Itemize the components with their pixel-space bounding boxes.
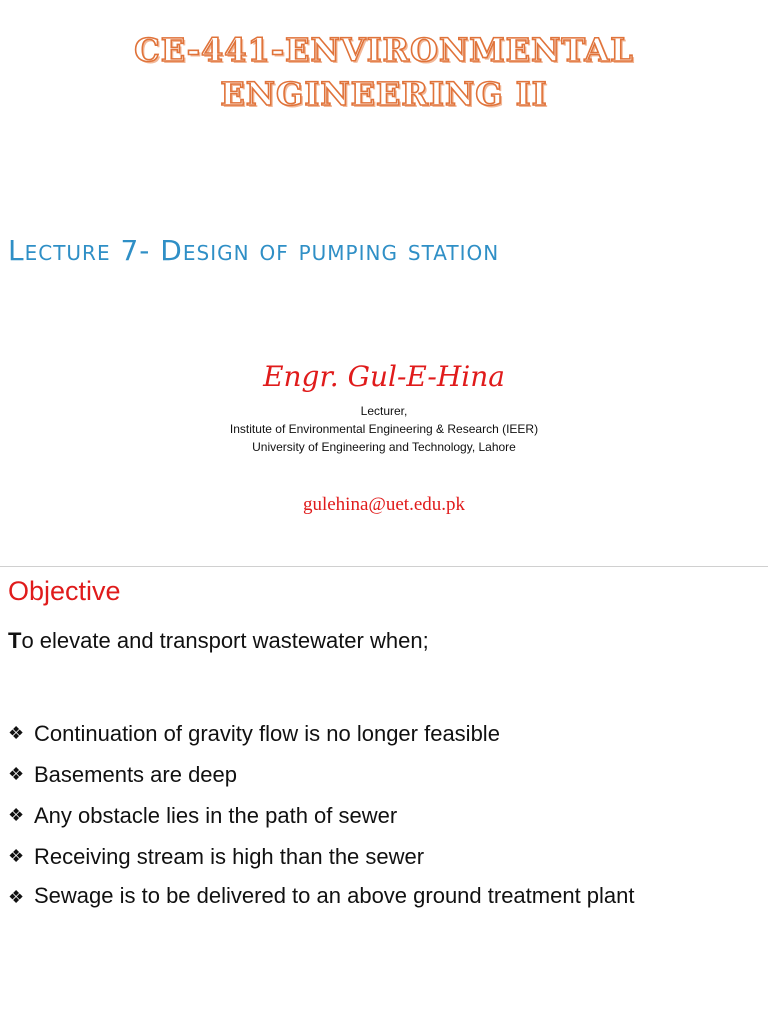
author-email[interactable]: gulehina@uet.edu.pk bbox=[302, 494, 466, 515]
bullet-text: Sewage is to be delivered to an above ground treatment plant bbox=[34, 883, 635, 908]
course-title-line2: ENGINEERING II bbox=[220, 75, 548, 113]
objective-intro bbox=[8, 628, 760, 654]
diamond-bullet-icon: ❖ bbox=[8, 764, 25, 784]
author-institute: Institute of Environmental Engineering & Research (IEER) bbox=[229, 422, 539, 436]
course-title bbox=[0, 28, 768, 116]
objective-heading: Objective bbox=[8, 576, 121, 606]
objective-bullet-list bbox=[8, 713, 760, 918]
author-name: Engr. Gul-E-Hina bbox=[263, 360, 505, 393]
author-university: University of Engineering and Technology, Lahore bbox=[252, 440, 516, 454]
list-item bbox=[8, 877, 760, 918]
diamond-bullet-icon: ❖ bbox=[8, 723, 25, 743]
author-role: Lecturer, bbox=[360, 404, 408, 418]
slide-divider bbox=[0, 566, 768, 567]
list-item bbox=[8, 836, 760, 877]
list-item bbox=[8, 713, 760, 754]
diamond-bullet-icon: ❖ bbox=[8, 887, 25, 907]
intro-text: o elevate and transport wastewater when; bbox=[21, 628, 429, 653]
bullet-text: Continuation of gravity flow is no longer feasible bbox=[34, 721, 500, 746]
bullet-text: Receiving stream is high than the sewer bbox=[34, 844, 425, 869]
list-item bbox=[8, 754, 760, 795]
list-item bbox=[8, 795, 760, 836]
intro-first-letter: T bbox=[8, 628, 22, 653]
bullet-text: Any obstacle lies in the path of sewer bbox=[34, 803, 398, 828]
diamond-bullet-icon: ❖ bbox=[8, 846, 25, 866]
bullet-text: Basements are deep bbox=[34, 762, 238, 787]
course-title-line1: CE-441-ENVIRONMENTAL bbox=[134, 31, 634, 69]
diamond-bullet-icon: ❖ bbox=[8, 805, 25, 825]
lecture-title: Lecture 7- Design of pumping station bbox=[8, 234, 500, 267]
